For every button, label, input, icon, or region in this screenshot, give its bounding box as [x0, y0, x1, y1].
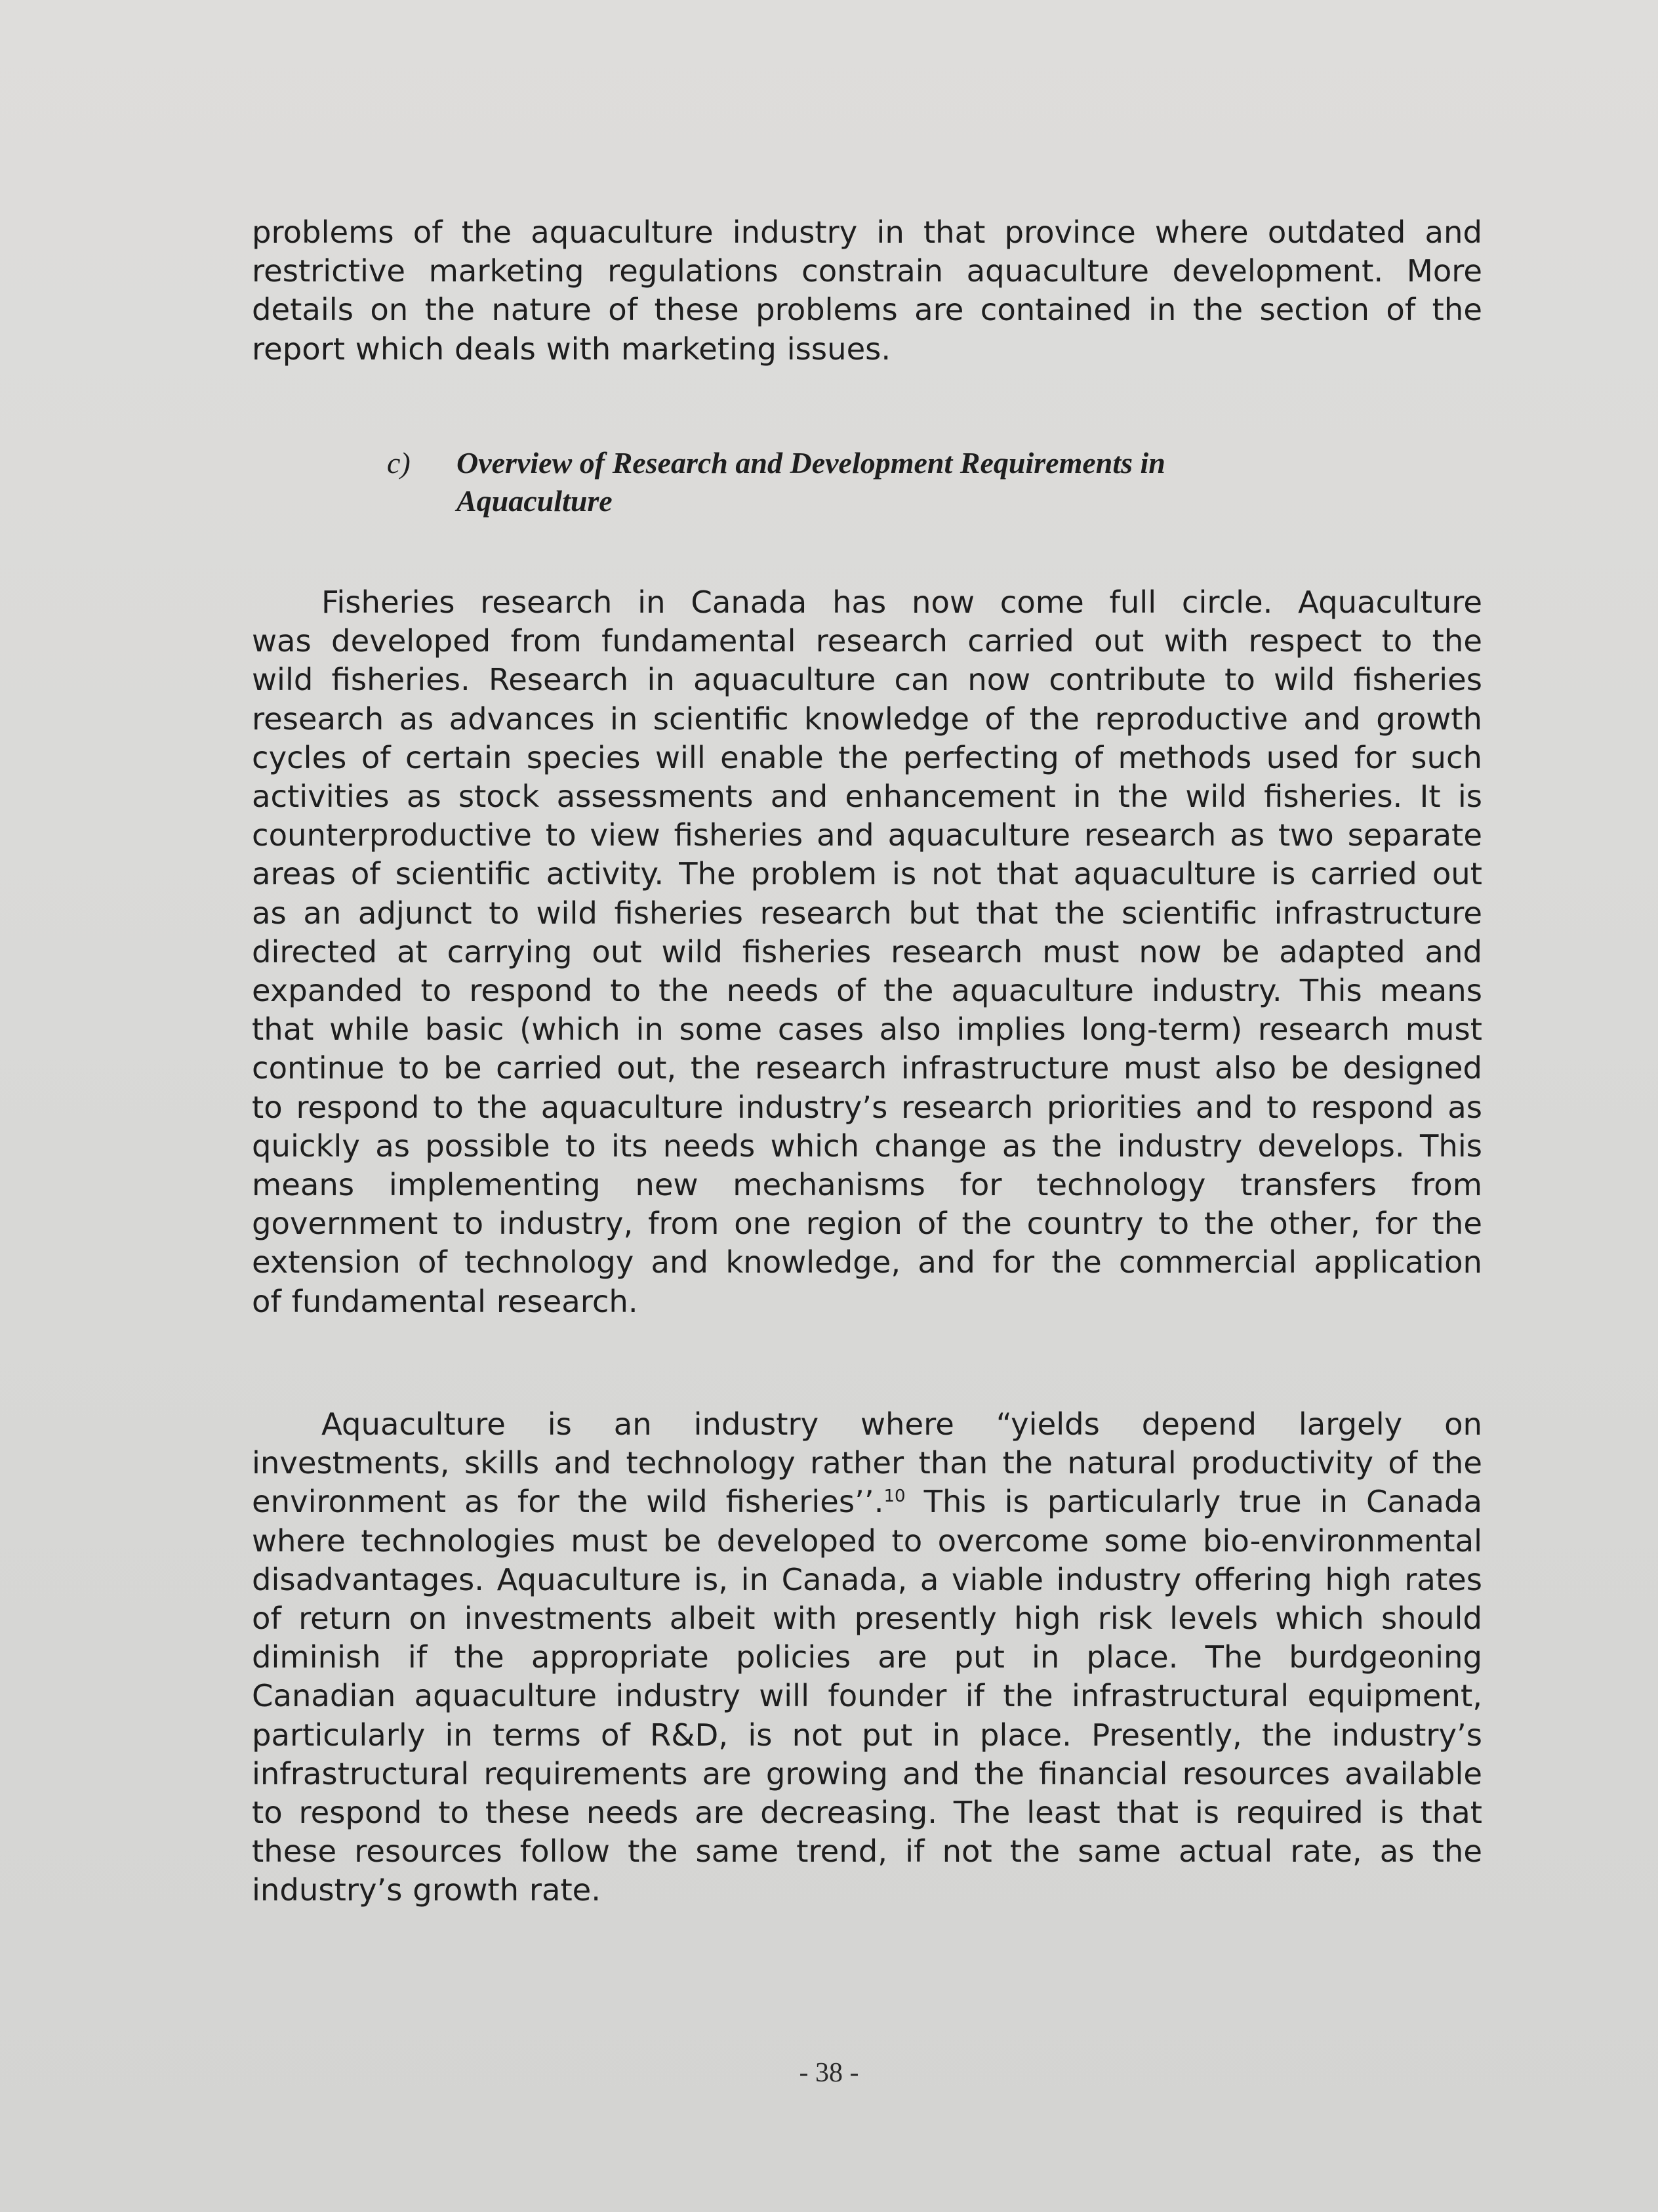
text-line: problems of the aquaculture industry in that province where outdated and	[252, 215, 1482, 250]
text-line: industry’s growth rate.	[252, 1872, 601, 1908]
paragraph-aquaculture-industry	[252, 1405, 1482, 1910]
text-line: expanded to respond to the needs of the aquaculture industry. This means	[252, 973, 1482, 1009]
text-line: Fisheries research in Canada has now come full circle. Aquaculture	[321, 584, 1482, 620]
text-line: restrictive marketing regulations constrain aquaculture development. More	[252, 253, 1482, 289]
text-line: was developed from fundamental research carried out with respect to the	[252, 623, 1482, 659]
page-number: - 38 -	[799, 2058, 859, 2088]
text-line: extension of technology and knowledge, and for the commercial application	[252, 1244, 1482, 1280]
text-line: these resources follow the same trend, if not the same actual rate, as the	[252, 1833, 1482, 1870]
text-fragment: environment as for the wild fisheries’’.	[252, 1484, 884, 1520]
text-line: Aquaculture is an industry where “yields depend largely on	[321, 1406, 1482, 1442]
section-title-line-2: Aquaculture	[456, 484, 613, 518]
text-line: to respond to these needs are decreasing. The least that is required is that	[252, 1795, 1482, 1831]
text-line: to respond to the aquaculture industry’s research priorities and to respond as	[252, 1089, 1482, 1125]
paragraph-marketing-problems	[252, 213, 1482, 369]
text-fragment: This is particularly true in Canada	[905, 1484, 1482, 1520]
text-line: research as advances in scientific knowledge of the reproductive and growth	[252, 701, 1482, 737]
text-line: of fundamental research.	[252, 1283, 638, 1319]
section-heading	[365, 444, 1348, 520]
text-line: report which deals with marketing issues.	[252, 331, 891, 367]
text-line: disadvantages. Aquaculture is, in Canada, a viable industry offering high rates	[252, 1561, 1482, 1597]
text-line: particularly in terms of R&D, is not put in place. Presently, the industry’s	[252, 1717, 1482, 1753]
text-line: diminish if the appropriate policies are put in place. The burdgeoning	[252, 1639, 1482, 1675]
text-line: of return on investments albeit with presently high risk levels which should	[252, 1601, 1482, 1637]
text-line: directed at carrying out wild fisheries research must now be adapted and	[252, 933, 1482, 970]
text-line: details on the nature of these problems are contained in the section of the	[252, 292, 1482, 328]
text-line: that while basic (which in some cases also implies long-term) research must	[252, 1012, 1482, 1048]
text-line: continue to be carried out, the research infrastructure must also be designed	[252, 1050, 1482, 1086]
text-line: wild fisheries. Research in aquaculture can now contribute to wild fisheries	[252, 662, 1482, 698]
text-line: quickly as possible to its needs which change as the industry develops. This	[252, 1128, 1482, 1164]
text-line: means implementing new mechanisms for technology transfers from	[252, 1167, 1482, 1203]
text-line: where technologies must be developed to overcome some bio-environmental	[252, 1523, 1482, 1559]
text-line: government to industry, from one region of the country to the other, for the	[252, 1206, 1482, 1242]
text-line: cycles of certain species will enable the perfecting of methods used for such	[252, 739, 1482, 775]
text-line: areas of scientific activity. The problem is not that aquaculture is carried out	[252, 856, 1482, 892]
text-line-with-footnote	[252, 1483, 1482, 1521]
paragraph-fisheries-research	[252, 583, 1482, 1321]
text-line: investments, skills and technology rather than the natural productivity of the	[252, 1445, 1482, 1481]
text-line: Canadian aquaculture industry will founder if the infrastructural equipment,	[252, 1678, 1482, 1714]
text-line: counterproductive to view fisheries and aquaculture research as two separate	[252, 817, 1482, 853]
text-line: as an adjunct to wild fisheries research but that the scientific infrastructure	[252, 895, 1482, 931]
section-title-line-1: Overview of Research and Development Requirements in	[456, 446, 1165, 480]
section-marker: c)	[387, 446, 411, 480]
text-line: infrastructural requirements are growing and the financial resources available	[252, 1755, 1482, 1792]
footnote-reference: 10	[883, 1486, 906, 1507]
text-line: activities as stock assessments and enhancement in the wild fisheries. It is	[252, 779, 1482, 815]
